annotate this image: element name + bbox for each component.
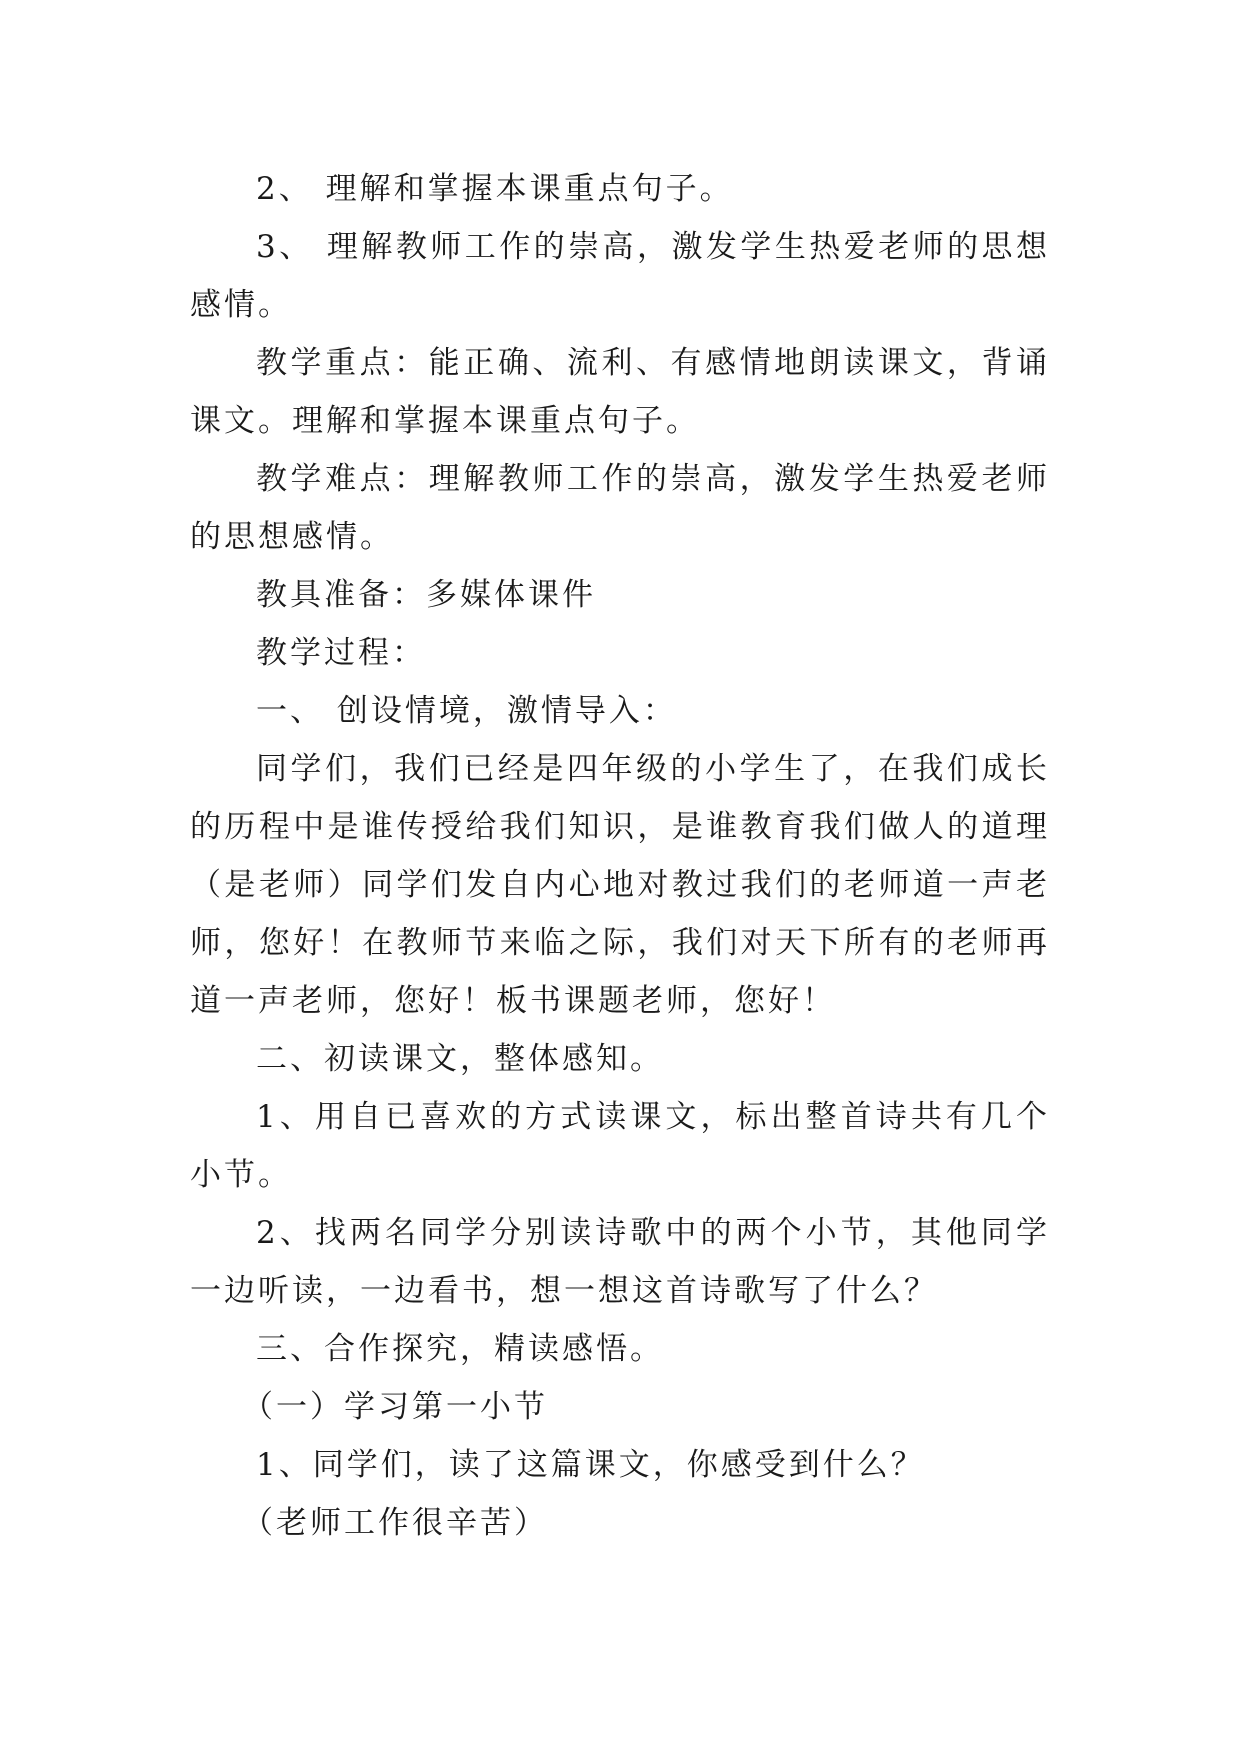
subsection-1-answer: （老师工作很辛苦）	[242, 1505, 548, 1541]
subsection-1-heading: （一）学习第一小节	[242, 1389, 548, 1425]
section-1-body: 同学们，我们已经是四年级的小学生了，在我们成长的历程中是谁传授给我们知识，是谁教育我们做人的道理（是老师）同学们发自内心地对教过我们的老师道一声老师，您好！在教师节来临之际，我们对天下所有的老师再道一声老师，您好！板书课题老师，您好！	[190, 751, 1050, 1019]
subsection-1-question: 1、同学们，读了这篇课文，你感受到什么？	[256, 1447, 925, 1483]
section-2-step-1: 1、用自已喜欢的方式读课文，标出整首诗共有几个小节。	[190, 1099, 1050, 1193]
teaching-process-heading: 教学过程：	[256, 635, 426, 671]
section-1-heading: 一、 创设情境，激情导入：	[256, 693, 677, 729]
objective-2: 2、 理解和掌握本课重点句子。	[256, 171, 734, 207]
document-body	[190, 160, 1050, 1552]
teaching-aids: 教具准备：多媒体课件	[256, 577, 596, 613]
teaching-focus: 教学重点：能正确、流利、有感情地朗读课文，背诵课文。理解和掌握本课重点句子。	[190, 345, 1050, 439]
section-2-step-2: 2、找两名同学分别读诗歌中的两个小节，其他同学一边听读，一边看书，想一想这首诗歌写了什么？	[190, 1215, 1050, 1309]
teaching-difficulty: 教学难点：理解教师工作的崇高，激发学生热爱老师的思想感情。	[190, 461, 1050, 555]
objective-3: 3、 理解教师工作的崇高，激发学生热爱老师的思想感情。	[190, 229, 1050, 323]
section-2-heading: 二、初读课文，整体感知。	[256, 1041, 664, 1077]
section-3-heading: 三、合作探究，精读感悟。	[256, 1331, 664, 1367]
